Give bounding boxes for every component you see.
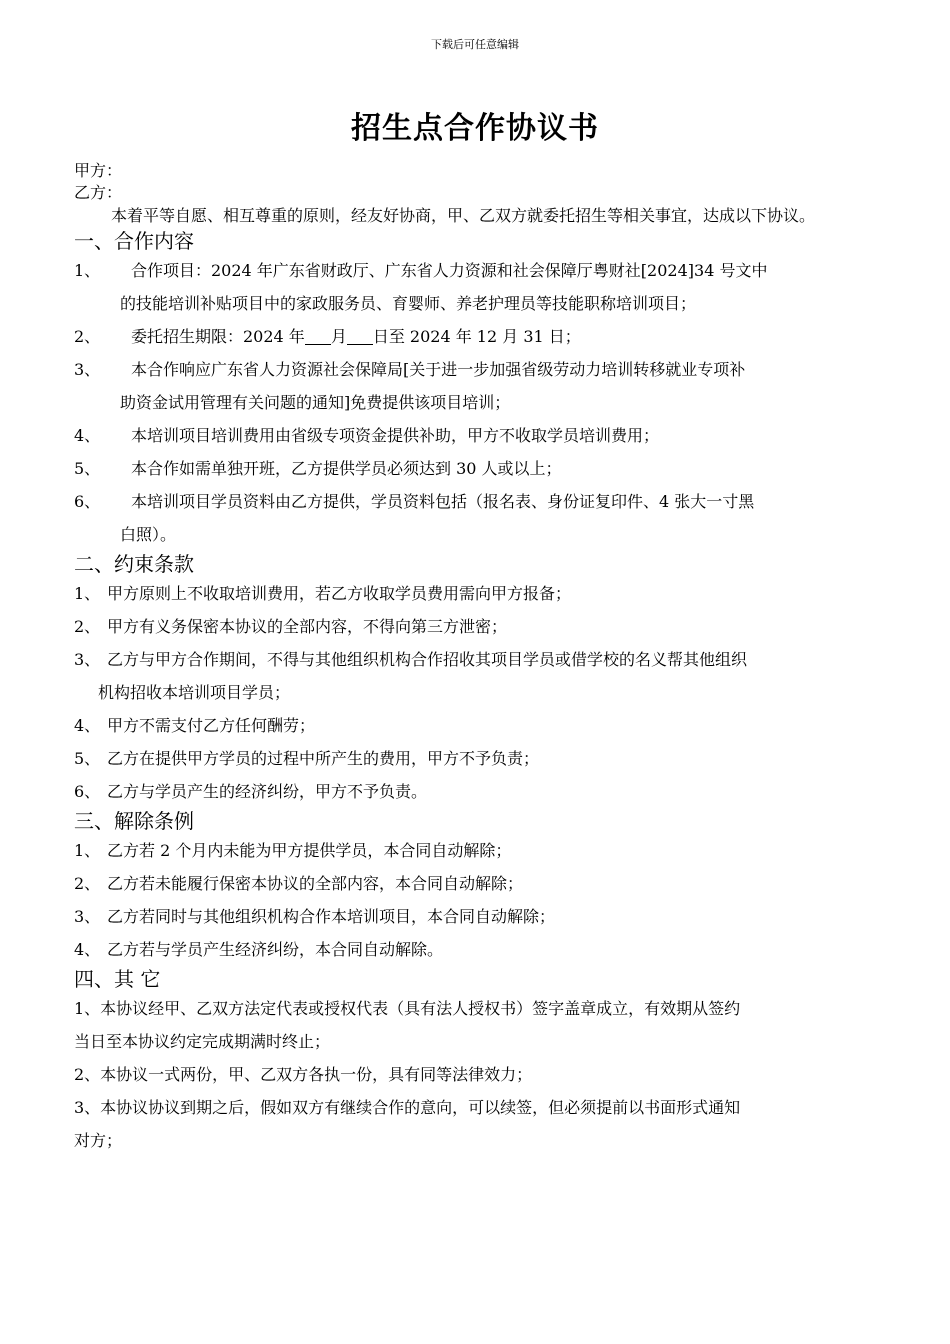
list-item — [74, 742, 876, 775]
item-number: 1、 — [74, 261, 101, 280]
section-heading-cooperation: 一、合作内容 — [74, 229, 194, 253]
item-text: 本合作响应广东省人力资源社会保障局[关于进一步加强省级劳动力培训转移就业专项补 — [131, 360, 746, 379]
item-text: 乙方若与学员产生经济纠纷，本合同自动解除。 — [107, 940, 444, 959]
item-text: 委托招生期限：2024 年 — [131, 327, 305, 346]
list-item: 2、本协议一式两份，甲、乙双方各执一份，具有同等法律效力； — [74, 1065, 533, 1084]
party-a-label: 甲方： — [74, 161, 123, 180]
item-number: 6、 — [74, 492, 101, 511]
list-item — [74, 419, 876, 452]
item-text: 月 — [330, 327, 347, 346]
section-heading-termination: 三、解除条例 — [74, 809, 194, 833]
item-text: 乙方与甲方合作期间，不得与其他组织机构合作招收其项目学员或借学校的名义帮其他组织 — [107, 650, 748, 669]
list-item — [74, 610, 876, 643]
list-item: 3、本协议协议到期之后，假如双方有继续合作的意向，可以续签，但必须提前以书面形式通知 — [74, 1098, 741, 1117]
item-continuation: 对方； — [74, 1131, 123, 1150]
item-text: 乙方若 2 个月内未能为甲方提供学员，本合同自动解除； — [107, 841, 512, 860]
party-b-label: 乙方： — [74, 183, 123, 202]
item-text: 甲方不需支付乙方任何酬劳； — [107, 716, 316, 735]
item-text: 本培训项目学员资料由乙方提供，学员资料包括（报名表、身份证复印件、4 张大一寸黑 — [131, 492, 755, 511]
item-number: 4、 — [74, 716, 101, 735]
list-item — [74, 320, 876, 353]
item-text: 甲方有义务保密本协议的全部内容，不得向第三方泄密； — [107, 617, 508, 636]
item-number: 1、 — [74, 841, 101, 860]
item-continuation: 的技能培训补贴项目中的家政服务员、育婴师、养老护理员等技能职称培训项目； — [120, 294, 697, 313]
list-item — [74, 709, 876, 742]
item-number: 2、 — [74, 617, 101, 636]
list-item — [74, 577, 876, 610]
section-heading-constraints: 二、约束条款 — [74, 552, 194, 576]
item-number: 4、 — [74, 426, 101, 445]
list-item — [74, 775, 876, 808]
list-item — [74, 834, 876, 867]
item-number: 5、 — [74, 459, 101, 478]
list-item — [74, 254, 876, 287]
item-text: 日至 2024 年 12 月 31 日； — [372, 327, 581, 346]
item-continuation: 助资金试用管理有关问题的通知]免费提供该项目培训； — [120, 393, 511, 412]
list-item — [74, 643, 876, 676]
item-text: 乙方若同时与其他组织机构合作本培训项目，本合同自动解除； — [107, 907, 556, 926]
intro-paragraph: 本着平等自愿、相互尊重的原则，经友好协商，甲、乙双方就委托招生等相关事宜，达成以下协议。 — [111, 206, 816, 225]
list-item — [74, 900, 876, 933]
blank-month-field[interactable] — [305, 328, 331, 345]
section-heading-other: 四、其 它 — [74, 967, 161, 991]
item-continuation: 机构招收本培训项目学员； — [98, 683, 291, 702]
item-text: 合作项目：2024 年广东省财政厅、广东省人力资源和社会保障厅粤财社[2024]34 号文中 — [131, 261, 768, 280]
item-text: 本合作如需单独开班，乙方提供学员必须达到 30 人或以上； — [131, 459, 562, 478]
document-title: 招生点合作协议书 — [351, 111, 599, 146]
item-text: 乙方在提供甲方学员的过程中所产生的费用，甲方不予负责； — [107, 749, 540, 768]
list-item: 1、本协议经甲、乙双方法定代表或授权代表（具有法人授权书）签字盖章成立，有效期从签约 — [74, 999, 741, 1018]
item-number: 1、 — [74, 584, 101, 603]
document-body — [74, 160, 876, 1157]
blank-day-field[interactable] — [347, 328, 373, 345]
list-item — [74, 353, 876, 386]
list-item — [74, 933, 876, 966]
item-number: 5、 — [74, 749, 101, 768]
item-number: 2、 — [74, 874, 101, 893]
list-item — [74, 485, 876, 518]
section-other-list — [74, 992, 876, 1157]
item-continuation: 白照）。 — [120, 525, 177, 544]
item-number: 3、 — [74, 907, 101, 926]
item-text: 乙方与学员产生的经济纠纷，甲方不予负责。 — [107, 782, 428, 801]
item-number: 4、 — [74, 940, 101, 959]
section-cooperation-list — [74, 254, 876, 551]
header-note: 下载后可任意编辑 — [431, 38, 519, 51]
item-continuation: 当日至本协议约定完成期满时终止； — [74, 1032, 331, 1051]
item-number: 2、 — [74, 327, 101, 346]
item-number: 3、 — [74, 360, 101, 379]
item-text: 甲方原则上不收取培训费用，若乙方收取学员费用需向甲方报备； — [107, 584, 572, 603]
item-number: 3、 — [74, 650, 101, 669]
section-termination-list — [74, 834, 876, 966]
item-text: 本培训项目培训费用由省级专项资金提供补助，甲方不收取学员培训费用； — [131, 426, 660, 445]
item-text: 乙方若未能履行保密本协议的全部内容，本合同自动解除； — [107, 874, 524, 893]
list-item — [74, 867, 876, 900]
item-number: 6、 — [74, 782, 101, 801]
section-constraints-list — [74, 577, 876, 808]
list-item — [74, 452, 876, 485]
